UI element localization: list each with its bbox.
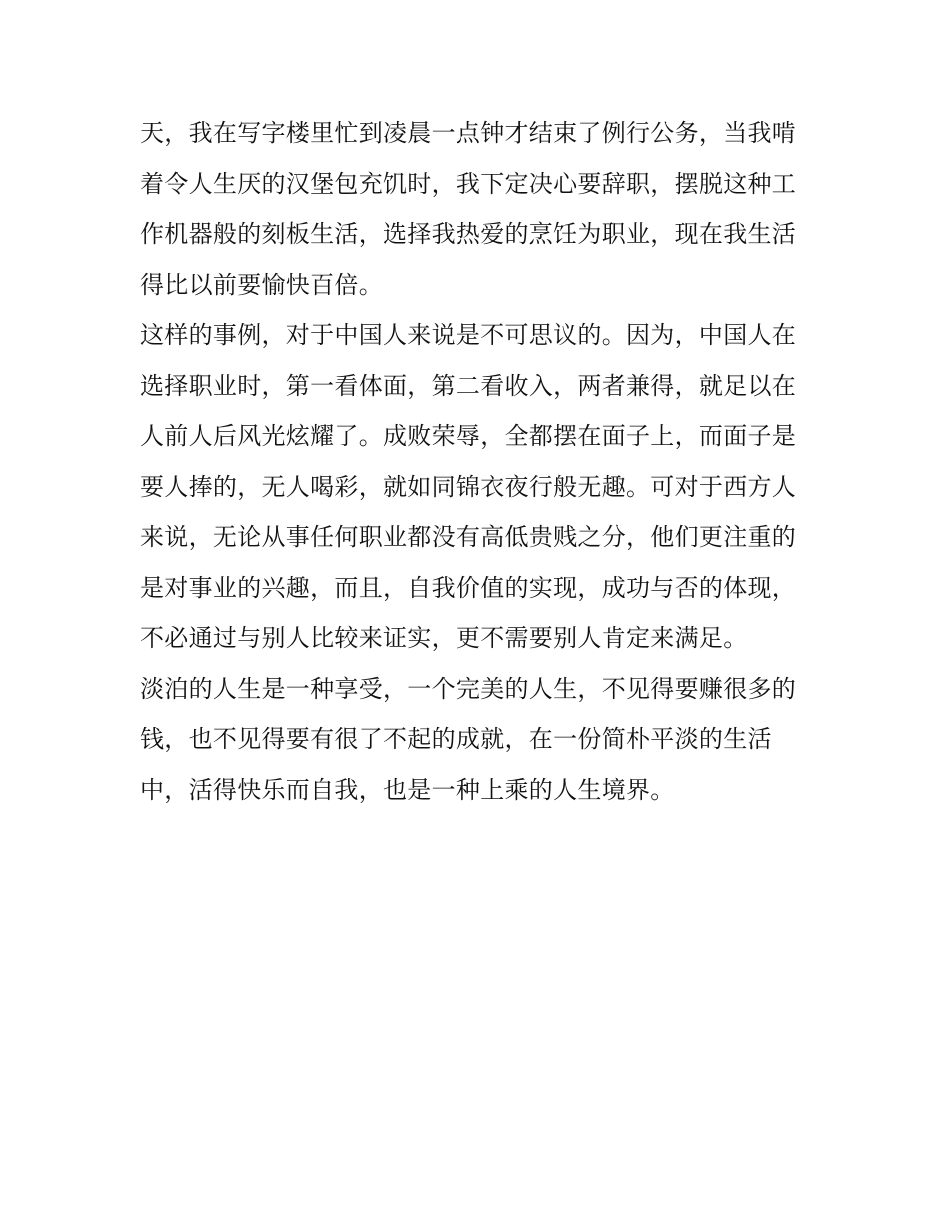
text-line: 淡泊的人生是一种享受，一个完美的人生，不见得要赚很多的 <box>140 674 797 703</box>
text-line: 钱，也不见得要有很了不起的成就，在一份简朴平淡的生活 <box>140 725 772 753</box>
text-line: 人前人后风光炫耀了。成败荣辱，全都摆在面子上，而面子是 <box>140 422 797 450</box>
text-line: 中，活得快乐而自我，也是一种上乘的人生境界。 <box>140 775 675 804</box>
text-line: 选择职业时，第一看体面，第二看收入，两者兼得，就足以在 <box>140 371 797 400</box>
text-line: 这样的事例，对于中国人来说是不可思议的。因为，中国人在 <box>140 321 797 349</box>
text-line: 是对事业的兴趣，而且，自我价值的实现，成功与否的体现， <box>140 573 797 602</box>
document-body <box>140 108 830 815</box>
text-line: 要人捧的，无人喝彩，就如同锦衣夜行般无趣。可对于西方人 <box>140 472 797 501</box>
text-line: 着令人生厌的汉堡包充饥时，我下定决心要辞职，摆脱这种工 <box>140 169 797 198</box>
paragraph-1 <box>140 108 830 310</box>
text-line: 作机器般的刻板生活，选择我热爱的烹饪为职业，现在我生活 <box>140 220 797 248</box>
paragraph-3 <box>140 664 830 816</box>
paragraph-2 <box>140 310 830 664</box>
text-line: 来说，无论从事任何职业都没有高低贵贱之分，他们更注重的 <box>140 523 797 551</box>
text-line: 得比以前要愉快百倍。 <box>140 270 383 299</box>
text-line: 不必通过与别人比较来证实，更不需要别人肯定来满足。 <box>140 624 748 652</box>
text-line: 天，我在写字楼里忙到凌晨一点钟才结束了例行公务，当我啃 <box>140 119 797 147</box>
